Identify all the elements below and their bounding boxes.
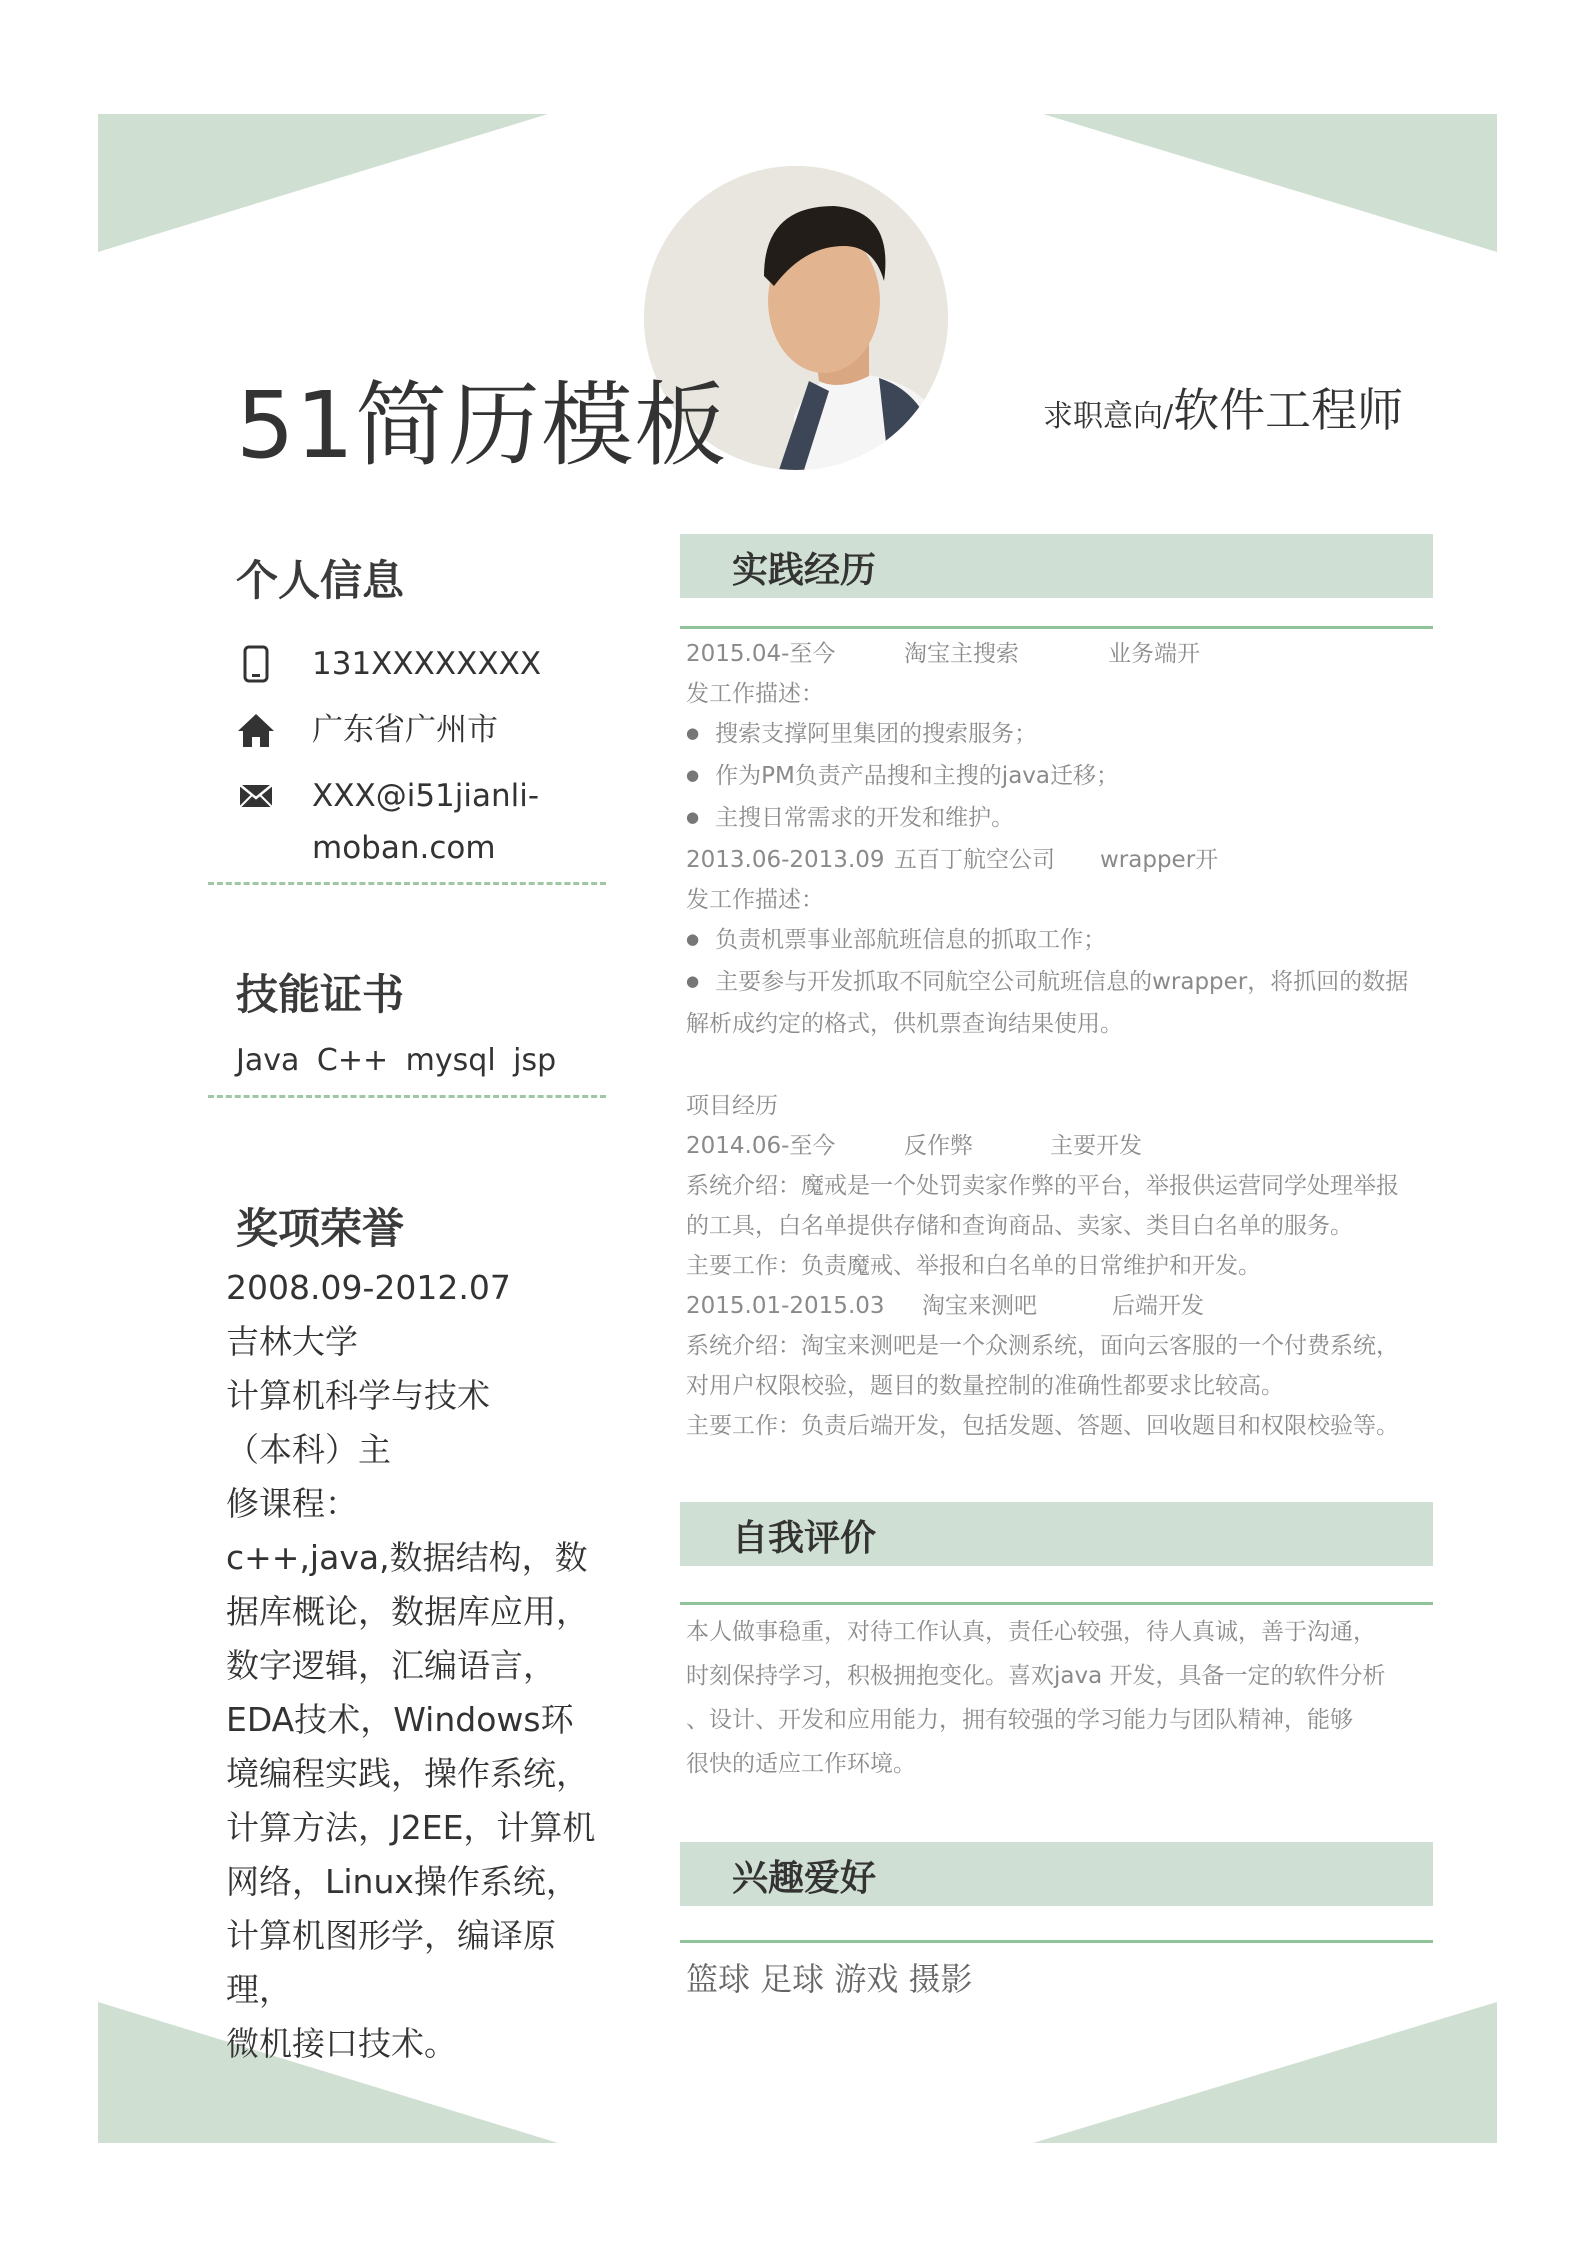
awards-line: c++,java,数据结构，数	[226, 1538, 588, 1577]
projects-label: 项目经历	[686, 1093, 778, 1119]
contact-email	[236, 770, 539, 874]
project-role: 主要开发	[1050, 1133, 1142, 1159]
project-name: 淘宝来测吧	[922, 1293, 1037, 1319]
job-desc-label: 发工作描述：	[686, 887, 824, 913]
project-1-header	[686, 1126, 1436, 1166]
job-date: 2013.06-2013.09	[686, 847, 885, 873]
job-company: 五百丁航空公司	[894, 847, 1055, 873]
awards-line: 境编程实践，操作系统，	[226, 1754, 589, 1793]
self-eval-text	[686, 1610, 1436, 1786]
address-text: 广东省广州市	[312, 712, 498, 748]
job-role: 业务端开	[1108, 641, 1200, 667]
awards-line: 2008.09-2012.07	[226, 1268, 511, 1307]
job-intent-label: 求职意向/	[1043, 399, 1174, 434]
self-eval-section-header	[680, 1502, 1433, 1566]
awards-line: （本科）主	[226, 1430, 391, 1469]
project-intro: 对用户权限校验，题目的数量控制的准确性都要求比较高。	[686, 1373, 1284, 1399]
self-eval-line: 本人做事稳重，对待工作认真，责任心较强，待人真诚，善于沟通，	[686, 1619, 1376, 1645]
contact-address	[236, 704, 498, 756]
awards-line: 吉林大学	[226, 1322, 358, 1361]
project-2-header	[686, 1286, 1436, 1326]
job-bullet: ● 负责机票事业部航班信息的抓取工作；	[686, 920, 1436, 962]
awards-line: 据库概论，数据库应用，	[226, 1592, 589, 1631]
job-company: 淘宝主搜索	[904, 641, 1019, 667]
job-bullet: ● 主要参与开发抓取不同航空公司航班信息的wrapper，将抓回的数据	[686, 962, 1436, 1004]
awards-line: EDA技术，Windows环	[226, 1700, 574, 1739]
project-work: 主要工作：负责后端开发，包括发题、答题、回收题目和权限校验等。	[686, 1413, 1399, 1439]
divider	[208, 1095, 606, 1098]
skills-heading: 技能证书	[236, 970, 405, 1019]
project-name: 反作弊	[904, 1133, 973, 1159]
awards-line: 修课程：	[226, 1484, 358, 1523]
email-text: XXX@i51jianli- moban.com	[312, 778, 540, 866]
project-intro: 系统介绍：淘宝来测吧是一个众测系统，面向云客服的一个付费系统，	[686, 1333, 1399, 1359]
practice-section-header	[680, 534, 1433, 598]
job-intent	[1043, 374, 1403, 440]
project-work: 主要工作：负责魔戒、举报和白名单的日常维护和开发。	[686, 1253, 1261, 1279]
awards-line: 微机接口技术。	[226, 2024, 457, 2063]
job-role: wrapper开	[1100, 847, 1219, 873]
awards-line: 网络，Linux操作系统，	[226, 1862, 579, 1901]
self-eval-line: 时刻保持学习，积极拥抱变化。喜欢java 开发，具备一定的软件分析	[686, 1663, 1386, 1689]
skills-list: Java C++ mysql jsp	[236, 1043, 557, 1078]
project-date: 2014.06-至今	[686, 1133, 836, 1159]
divider	[208, 882, 606, 885]
awards-line: 计算机科学与技术	[226, 1376, 490, 1415]
section-divider	[680, 1940, 1433, 1943]
hobbies-section-header	[680, 1842, 1433, 1906]
contact-phone	[236, 638, 541, 690]
project-date: 2015.01-2015.03	[686, 1293, 885, 1319]
job-2-header	[686, 840, 1436, 880]
hobbies-heading: 兴趣爱好	[732, 1858, 877, 1899]
home-icon	[236, 710, 276, 750]
project-role: 后端开发	[1112, 1293, 1204, 1319]
awards-line: 计算机图形学，编译原理，	[226, 1916, 556, 2009]
job-date: 2015.04-至今	[686, 641, 836, 667]
job-intent-value: 软件工程师	[1173, 383, 1404, 437]
personal-info-heading: 个人信息	[236, 556, 405, 605]
awards-line: 计算方法，J2EE，计算机	[226, 1808, 596, 1847]
project-intro: 的工具，白名单提供存储和查询商品、卖家、类目白名单的服务。	[686, 1213, 1353, 1239]
section-divider	[680, 1602, 1433, 1605]
practice-content	[686, 634, 1436, 1446]
awards-line: 数字逻辑，汇编语言，	[226, 1646, 556, 1685]
self-eval-line: 很快的适应工作环境。	[686, 1751, 916, 1777]
self-eval-heading: 自我评价	[732, 1518, 877, 1559]
awards-text	[226, 1261, 611, 2071]
phone-icon	[236, 644, 276, 684]
job-bullet: ● 主搜日常需求的开发和维护。	[686, 798, 1436, 840]
job-desc-label: 发工作描述：	[686, 681, 824, 707]
self-eval-line: 、设计、开发和应用能力，拥有较强的学习能力与团队精神，能够	[686, 1707, 1353, 1733]
resume-page	[98, 114, 1497, 2143]
job-1-header	[686, 634, 1436, 674]
section-divider	[680, 626, 1433, 629]
job-bullet-continued: 解析成约定的格式，供机票查询结果使用。	[686, 1011, 1123, 1037]
job-bullet: ● 作为PM负责产品搜和主搜的java迁移；	[686, 756, 1436, 798]
resume-title: 51简历模板	[236, 372, 728, 479]
job-bullet: ● 搜索支撑阿里集团的搜索服务；	[686, 714, 1436, 756]
phone-number: 131XXXXXXXX	[312, 646, 542, 682]
awards-heading: 奖项荣誉	[236, 1204, 405, 1253]
project-intro: 系统介绍：魔戒是一个处罚卖家作弊的平台，举报供运营同学处理举报	[686, 1173, 1399, 1199]
mail-icon	[236, 776, 276, 816]
practice-heading: 实践经历	[732, 550, 877, 591]
hobbies-text: 篮球 足球 游戏 摄影	[686, 1960, 973, 1998]
